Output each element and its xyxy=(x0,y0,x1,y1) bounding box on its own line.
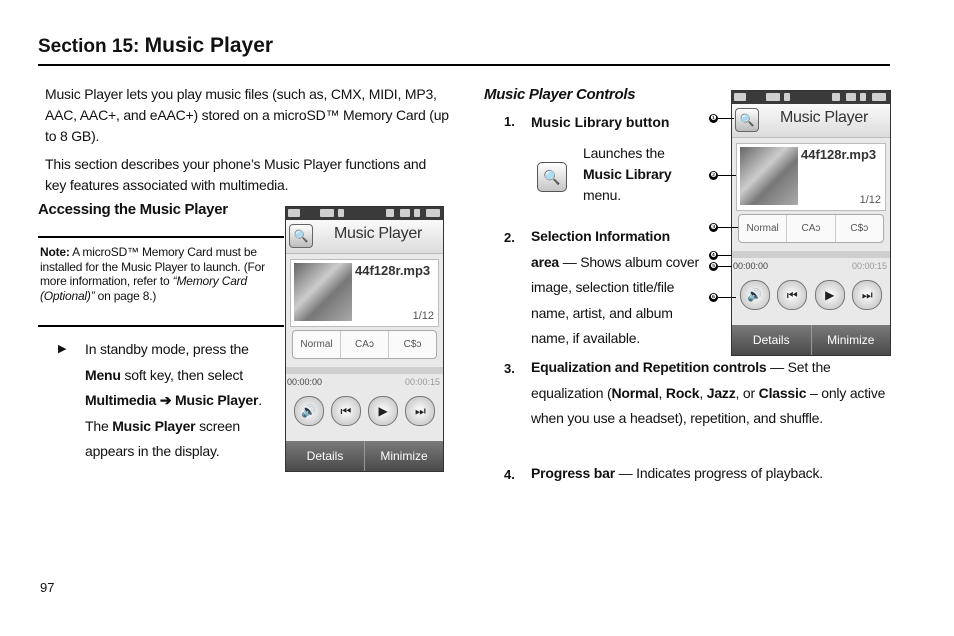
sep-1: , xyxy=(658,384,666,401)
eq-repeat: CAↄ xyxy=(341,331,389,358)
volume-icon-right: 🔊 xyxy=(740,280,770,310)
minimize-softkey-right: Minimize xyxy=(827,333,875,347)
accessing-heading: Accessing the Music Player xyxy=(38,201,228,218)
callout-line-5 xyxy=(718,266,732,267)
item-4-title: Progress bar xyxy=(531,465,615,481)
time-start: 00:00:00 xyxy=(287,377,323,387)
bullet-text-3: . The xyxy=(85,392,262,434)
callout-line-6 xyxy=(718,297,736,298)
bullet-arrow-icon: ▶ xyxy=(58,343,67,355)
eq-classic-label: Classic xyxy=(758,384,807,401)
eq-jazz-label: Jazz xyxy=(706,384,736,401)
previous-icon-right: ⏮ xyxy=(777,280,807,310)
details-softkey-right: Details xyxy=(732,325,812,355)
item-3-desc-post: – only active when you use a headset), repetition, and shuffle. xyxy=(531,384,886,426)
volume-icon: 🔊 xyxy=(294,396,324,426)
eq-repeat-right: CAↄ xyxy=(787,215,835,242)
item-3-desc-pre: — Set the equalization ( xyxy=(531,359,831,401)
item-3-text xyxy=(531,355,891,432)
player-title: Music Player xyxy=(334,225,422,242)
bullet-menu: Menu xyxy=(85,366,121,383)
item-3-num: 3. xyxy=(504,361,515,376)
file-name-right: 44f128r.mp3 xyxy=(801,147,877,162)
progress-bar xyxy=(286,367,443,374)
playback-controls xyxy=(290,393,439,429)
callout-3: ❸ xyxy=(710,224,717,231)
player-header xyxy=(286,220,443,254)
status-bar-right xyxy=(732,91,890,104)
selection-info xyxy=(290,259,439,327)
section-name: Music Player xyxy=(144,34,274,57)
title-rule xyxy=(38,64,890,66)
intro-paragraph-2: This section describes your phone’s Music Player functions and key features associated with multimedia. xyxy=(45,156,427,193)
sep-3: , or xyxy=(735,384,759,401)
item-4-desc: — Indicates progress of playback. xyxy=(614,465,823,481)
time-display xyxy=(287,377,442,389)
time-display-right xyxy=(733,261,889,273)
bullet-multimedia: Multimedia xyxy=(85,392,157,408)
callout-line-2 xyxy=(718,175,736,176)
intro-paragraph-1: Music Player lets you play music files (such as, CMX, MIDI, MP3, AAC, AAC+, and eAAC+) stored on a microSD™ Memory Card (up to 8 GB). xyxy=(45,86,449,144)
soft-keys xyxy=(286,441,443,471)
album-art-right xyxy=(740,147,798,205)
page-title xyxy=(38,34,273,58)
file-name: 44f128r.mp3 xyxy=(355,263,431,278)
music-player-screenshot-left xyxy=(285,206,444,472)
minimize-softkey: Minimize xyxy=(380,449,428,463)
page-number: 97 xyxy=(40,580,55,595)
music-library-icon-right: 🔍 xyxy=(735,108,759,132)
callout-5: ❺ xyxy=(710,263,717,270)
sep-2: , xyxy=(699,384,707,401)
callout-line-1 xyxy=(718,118,734,119)
item-4-text xyxy=(531,461,891,487)
callout-line-4 xyxy=(718,255,732,256)
section-label: Section 15: xyxy=(38,36,140,57)
track-count: 1/12 xyxy=(412,310,434,322)
music-library-button-icon: 🔍 xyxy=(537,162,567,192)
item-1-desc-post: menu. xyxy=(583,187,621,203)
music-library-icon: 🔍 xyxy=(289,224,313,248)
next-icon: ⏭ xyxy=(405,396,435,426)
eq-controls-right xyxy=(738,214,884,243)
next-icon-right: ⏭ xyxy=(852,280,882,310)
eq-normal-right: Normal xyxy=(739,215,787,242)
eq-normal: Normal xyxy=(293,331,341,358)
bullet-arrow: ➔ xyxy=(156,392,176,408)
album-art xyxy=(294,263,352,321)
note-rule-bottom xyxy=(38,325,284,327)
callout-line-3 xyxy=(718,227,738,228)
bullet-text-2: soft key, then select xyxy=(120,366,243,383)
eq-rock-label: Rock xyxy=(665,384,700,401)
eq-shuffle-right: C$ↄ xyxy=(850,223,869,234)
bullet-instruction xyxy=(85,337,285,465)
item-1-desc-pre: Launches the xyxy=(583,145,665,161)
playback-controls-right xyxy=(736,277,886,313)
selection-info-right xyxy=(736,143,886,211)
player-header-right xyxy=(732,104,890,138)
note-tail: on page 8.) xyxy=(97,288,157,303)
item-1-num: 1. xyxy=(504,114,515,129)
soft-keys-right xyxy=(732,325,890,355)
bullet-text-1: In standby mode, press the xyxy=(85,341,249,357)
item-1-desc xyxy=(583,143,693,206)
eq-controls xyxy=(292,330,437,359)
note-label: Note: xyxy=(40,245,70,259)
item-1-title: Music Library button xyxy=(531,114,670,130)
player-title-right: Music Player xyxy=(780,109,868,126)
note-rule-top xyxy=(38,236,284,238)
item-2-desc: — Shows album cover image, selection title/file name, artist, and album name, if available. xyxy=(531,253,699,346)
status-bar xyxy=(286,207,443,220)
bullet-music-player-2: Music Player xyxy=(112,417,196,434)
time-end-right: 00:00:15 xyxy=(851,261,887,271)
track-count-right: 1/12 xyxy=(859,194,881,206)
eq-normal-label: Normal xyxy=(611,384,659,401)
item-2-text xyxy=(531,224,701,352)
callout-1: ❶ xyxy=(710,115,717,122)
play-icon-right: ▶ xyxy=(815,280,845,310)
time-start-right: 00:00:00 xyxy=(733,261,769,271)
callout-6: ❻ xyxy=(710,294,717,301)
previous-icon: ⏮ xyxy=(331,396,361,426)
bullet-music-player: Music Player xyxy=(175,392,259,408)
item-3-title: Equalization and Repetition controls xyxy=(531,359,767,375)
eq-shuffle: C$ↄ xyxy=(403,339,422,350)
note-block xyxy=(40,245,275,303)
callout-4: ❹ xyxy=(710,252,717,259)
item-2-num: 2. xyxy=(504,230,515,245)
note-text: A microSD™ Memory Card must be installed for the Music Player to launch. (For more information, refer to xyxy=(40,245,265,288)
time-end: 00:00:15 xyxy=(404,377,440,387)
item-2-title: Selection Information area xyxy=(531,228,670,270)
controls-heading: Music Player Controls xyxy=(484,86,636,103)
callout-2: ❷ xyxy=(710,172,717,179)
play-icon: ▶ xyxy=(368,396,398,426)
bullet-text-4: screen appears in the display. xyxy=(85,417,240,459)
details-softkey: Details xyxy=(286,441,365,471)
music-player-screenshot-right xyxy=(731,90,891,356)
item-1-desc-bold: Music Library xyxy=(583,166,672,182)
note-reference: “Memory Card (Optional)” xyxy=(40,274,247,303)
progress-bar-right xyxy=(732,251,890,258)
item-4-num: 4. xyxy=(504,467,515,482)
